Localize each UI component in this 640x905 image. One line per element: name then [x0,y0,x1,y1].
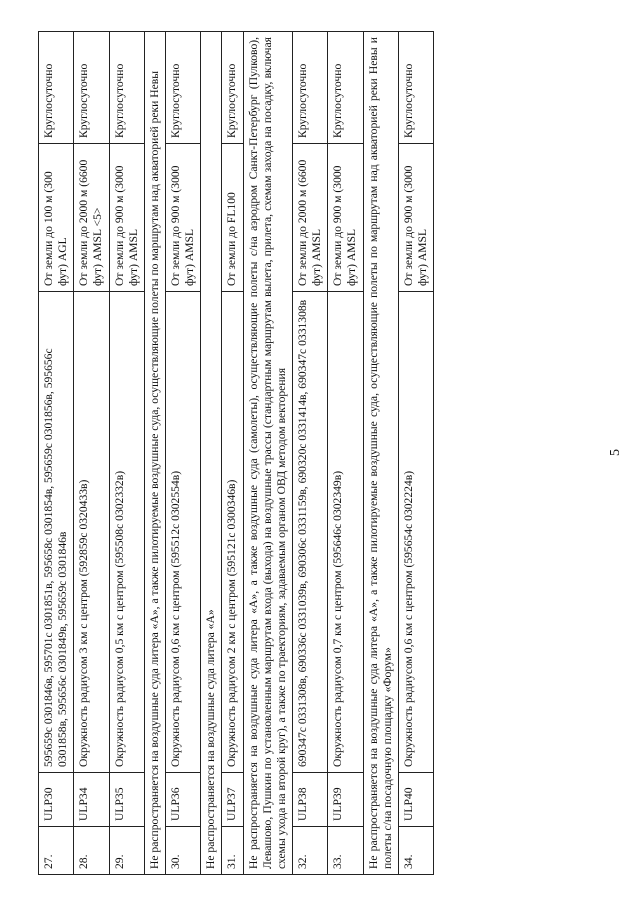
zone-altitude: От земли до 900 м (3000 фут) AMSL [165,144,200,292]
zone-area: Окружность радиусом 0,6 км с центром (595654с 0302224в) [398,292,433,773]
zone-time: Круглосуточно [165,32,200,144]
row-number: 27. [39,827,74,875]
zone-row [74,32,109,875]
zone-area: Окружность радиусом 0,5 км с центром (595508с 0302332в) [109,292,144,773]
zone-area: Окружность радиусом 0,7 км с центром (595646с 0302349в) [328,292,363,773]
zone-area: Окружность радиусом 2 км с центром (595121с 0300346в) [222,292,243,773]
zone-area: 690347с 0331308в, 690336с 0331039в, 690306с 0331159в, 690320с 0331414в, 690347с 0331308в [292,292,327,773]
row-number: 30. [165,827,200,875]
zone-time: Круглосуточно [222,32,243,144]
zone-time: Круглосуточно [328,32,363,144]
table-body [39,32,434,875]
zone-code: ULP34 [74,773,109,827]
zone-area: Окружность радиусом 0,6 км с центром (595512с 0302554в) [165,292,200,773]
zone-code: ULP40 [398,773,433,827]
zone-row [165,32,200,875]
zone-row [222,32,243,875]
zone-code: ULP30 [39,773,74,827]
page-number: 5 [608,449,623,456]
zone-time: Круглосуточно [74,32,109,144]
note-row [201,32,222,875]
zone-time: Круглосуточно [39,32,74,144]
zone-code: ULP36 [165,773,200,827]
zone-code: ULP37 [222,773,243,827]
note-row [363,32,398,875]
zone-note: Не распространяется на воздушные суда литера «А», а также пилотируемые воздушные суда, осуществляющие полеты по маршрутам над акваторией реки Невы [144,32,165,875]
zone-row [328,32,363,875]
restricted-zones-table [38,31,434,875]
zone-altitude: От земли до 900 м (3000 фут) AMSL [109,144,144,292]
zone-row [292,32,327,875]
zone-altitude: От земли до FL100 [222,144,243,292]
zone-note: Не распространяется на воздушные суда литера «А», а также пилотируемые воздушные суда, осуществляющие полеты по маршрутам над акваторией реки Невы и полеты с/на посадочную площадку «Форум» [363,32,398,875]
zone-altitude: От земли до 2000 м (6600 фут) AMSL <5> [74,144,109,292]
zone-altitude: От земли до 100 м (300 фут) AGL [39,144,74,292]
zone-time: Круглосуточно [292,32,327,144]
zone-code: ULP35 [109,773,144,827]
row-number: 34. [398,827,433,875]
row-number: 28. [74,827,109,875]
zone-area: 595659с 0301846в, 595701с 0301851в, 595658с 0301854в, 595659с 0301856в, 595656с 0301858в, 595656с 0301849в, 595659с 0301846в [39,292,74,773]
zone-time: Круглосуточно [398,32,433,144]
zone-altitude: От земли до 900 м (3000 фут) AMSL [398,144,433,292]
row-number: 29. [109,827,144,875]
zone-time: Круглосуточно [109,32,144,144]
zone-area: Окружность радиусом 3 км с центром (592859с 0320433в) [74,292,109,773]
zone-code: ULP39 [328,773,363,827]
note-row [243,32,292,875]
zone-row [398,32,433,875]
zone-altitude: От земли до 2000 м (6600 фут) AMSL [292,144,327,292]
zone-code: ULP38 [292,773,327,827]
zone-altitude: От земли до 900 м (3000 фут) AMSL [328,144,363,292]
zone-row [109,32,144,875]
row-number: 33. [328,827,363,875]
zone-note: Не распространяется на воздушные суда литера «А», а также воздушные суда (самолеты), осуществляющие полеты с/на аэродром Санкт-Петербург (Пулково), Левашово, Пушкин по установленным маршрутам входа (выхода) на воздушные трассы (стандартным маршрутам вылета, прилета, схемам захода на посадку, включая схемы ухода на второй круг), а также по траекториям, задаваемым органом ОВД методом векторения [243,32,292,875]
note-row [144,32,165,875]
zone-row [39,32,74,875]
row-number: 31. [222,827,243,875]
row-number: 32. [292,827,327,875]
zone-note: Не распространяется на воздушные суда литера «А» [201,32,222,875]
